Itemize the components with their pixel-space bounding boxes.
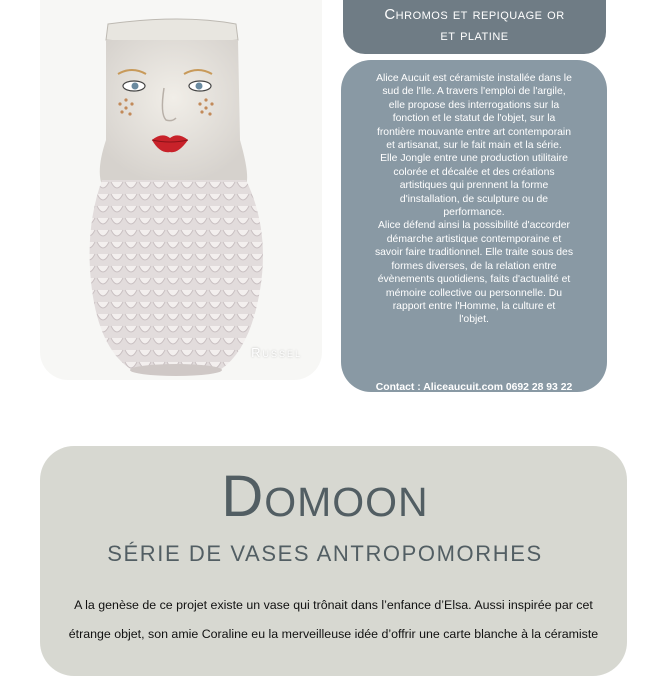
vase-photo	[40, 0, 322, 380]
bio-line: évènements quotidiens, faits d'actualité et	[377, 274, 571, 286]
bio-line: Alice défend ainsi la possibilité d'accorder	[377, 220, 570, 232]
intro-line-2: étrange objet, son amie Coraline eu la merveilleuse idée d’offrir une carte blanche à la céramiste	[68, 627, 599, 641]
bio-line: fonction et le statut de l'objet, sur la	[392, 113, 556, 125]
bio-line: colorée et décalée et des créations	[393, 166, 555, 178]
bio-line: elle propose des interrogations sur la	[388, 99, 560, 111]
artist-bio-card	[341, 60, 607, 392]
bio-line: l'objet.	[459, 314, 489, 326]
bio-line: Elle Jongle entre une production utilitaire	[380, 153, 568, 165]
banner-line-2: et platine	[440, 27, 509, 44]
bio-line: d'installation, de sculpture ou de	[399, 193, 549, 205]
bio-line: Alice Aucuit est céramiste installée dans le	[376, 73, 572, 84]
bio-line: frontière mouvante entre art contemporain	[376, 126, 572, 138]
bio-line: sud de l'Ile. A travers l'emploi de l'argile,	[382, 86, 566, 98]
bio-line: et artisanat, sur le fait main et la série.	[386, 140, 562, 152]
page-subtitle: SÉRIE DE VASES ANTROPOMORHES	[107, 541, 543, 566]
page-title: Domoon	[221, 464, 429, 529]
artist-bio-text	[355, 72, 593, 327]
bio-line: savoir faire traditionnel. Elle traite sous des	[374, 247, 574, 259]
bio-line: rapport entre l'Homme, la culture et	[392, 300, 556, 312]
vase-illustration	[40, 0, 322, 380]
banner-line-1: Chromos et repiquage or	[384, 6, 565, 23]
bio-line: formes diverses, de la relation entre	[391, 260, 557, 272]
bio-line: démarche artistique contemporaine et	[386, 233, 562, 245]
photo-credit: Russel	[251, 345, 302, 360]
contact-info: Contact : Aliceaucuit.com 0692 28 93 22	[375, 382, 573, 393]
banner	[343, 0, 606, 54]
bio-line: mémoire collective ou personnelle. Du	[385, 287, 563, 299]
bio-line: performance.	[443, 207, 505, 219]
bio-line: artistiques qui prennent la forme	[399, 180, 549, 192]
intro-line-1: A la genèse de ce projet existe un vase qui trônait dans l’enfance d’Elsa. Aussi inspirée par cet	[74, 598, 593, 612]
